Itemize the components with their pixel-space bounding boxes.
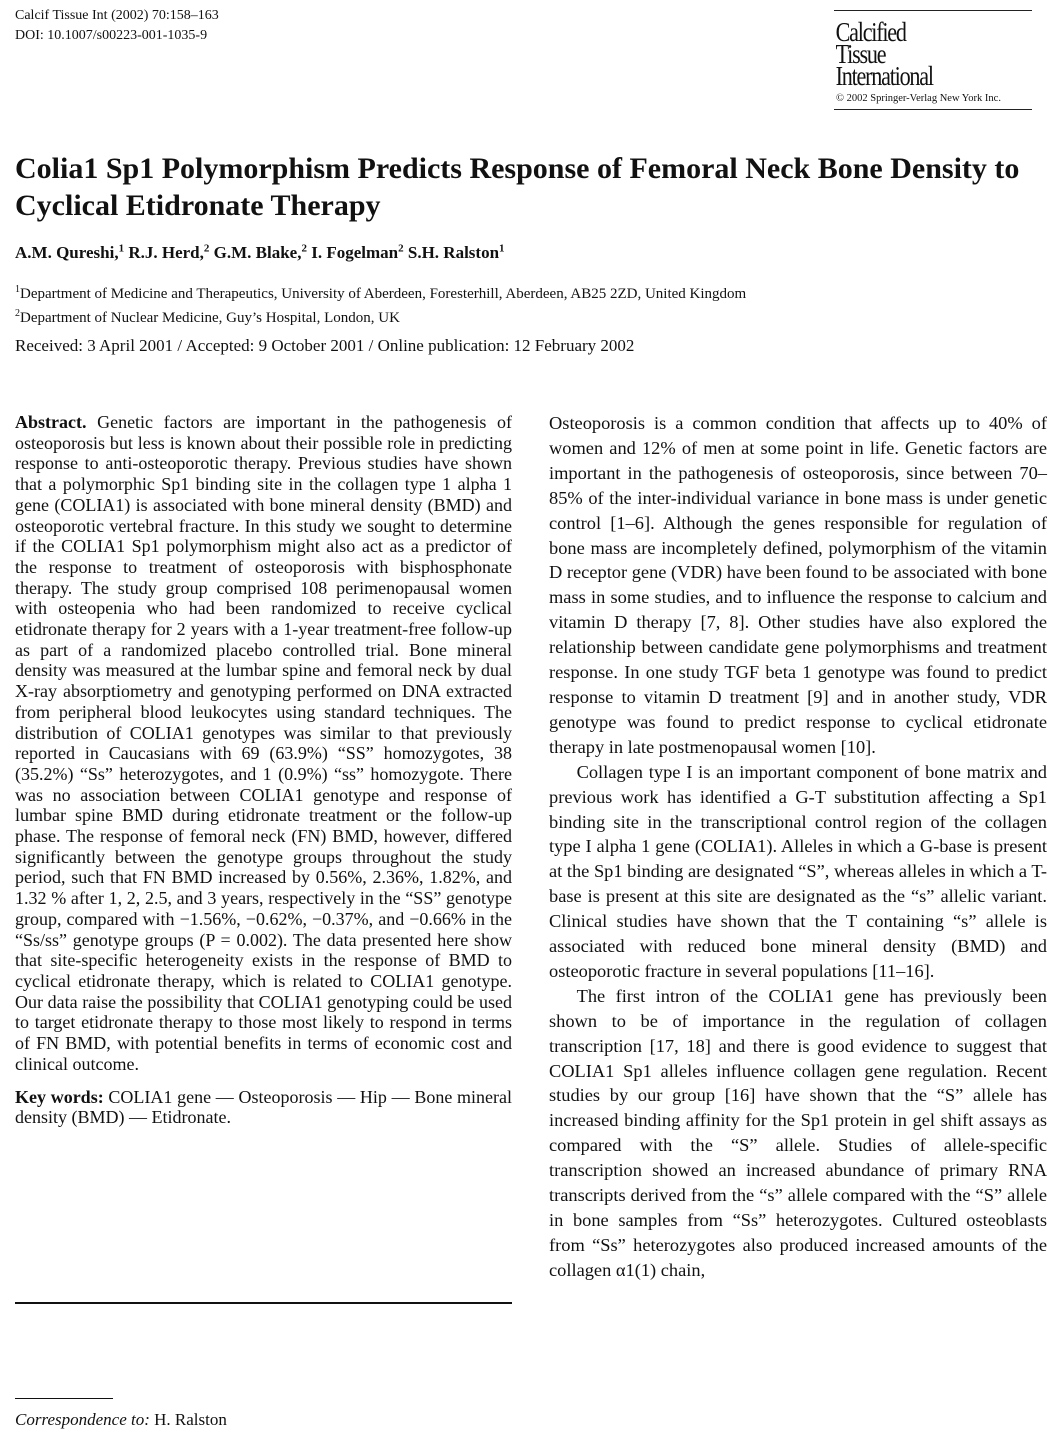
keywords-text: COLIA1 gene — Osteoporosis — Hip — Bone mineral density (BMD) — Etidronate. <box>15 1086 513 1128</box>
author: I. Fogelman$^2$ <box>311 242 404 262</box>
affiliation: $^1$Department of Medicine and Therapeutics, University of Aberdeen, Foresterhill, Aberdeen, AB25 2ZD, United Kingdom <box>15 284 747 302</box>
author: S.H. Ralston$^1$ <box>407 242 505 262</box>
author: R.J. Herd,$^2$ <box>128 242 210 262</box>
logo-copyright: © 2002 Springer-Verlag New York Inc. <box>836 93 1001 104</box>
correspondence-label: Correspondence to: <box>15 1410 150 1429</box>
body-paragraph: Osteoporosis is a common condition that affects up to 40% of women and 12% of men at some point in life. Genetic factors are important in the pathogenesis of osteoporosis, since between 70–85% of the inter-individual variance in bone mass is under genetic control [1–6]. Although the genes responsible for regulation of bone mass are incompletely defined, polymorphism of the vitamin D receptor gene (VDR) have been found to be associated with bone mass in some studies, and to influence the response to calcium and vitamin D therapy [7, 8]. Other studies have also explored the relationship between candidate gene polymorphisms and treatment response. In one study TGF beta 1 genotype was found to predict response to vitamin D treatment [9] and in another study, VDR genotype was found to predict response to cyclical etidronate therapy in late postmenopausal women [10]. <box>549 413 1047 757</box>
journal-citation-block <box>15 6 219 46</box>
logo-top-rule <box>834 10 1032 11</box>
logo-word-international: International <box>835 61 933 91</box>
keywords <box>15 1087 512 1128</box>
logo-word-tissue: Tissue <box>835 39 886 69</box>
author: G.M. Blake,$^2$ <box>213 242 307 262</box>
abstract-divider <box>15 1302 512 1304</box>
publication-dates: Received: 3 April 2001 / Accepted: 9 October 2001 / Online publication: 12 February 2002 <box>15 336 635 355</box>
citation-line: Calcif Tissue Int (2002) 70:158–163 <box>15 8 219 23</box>
correspondence-name: H. Ralston <box>154 1410 227 1429</box>
article-title: Colia1 Sp1 Polymorphism Predicts Response of Femoral Neck Bone Density to Cyclical Etidronate Therapy <box>15 152 1020 222</box>
keywords-label: Key words: <box>15 1086 104 1107</box>
abstract-text: Genetic factors are important in the pathogenesis of osteoporosis but less is known about their possible role in predicting response to anti-osteoporotic therapy. Previous studies have shown that a polymorphic Sp1 binding site in the collagen type 1 alpha 1 gene (COLIA1) is associated with bone mineral density (BMD) and osteoporotic vertebral fracture. In this study we sought to determine if the COLIA1 Sp1 polymorphism might also act as a predictor of the response to treatment of osteoporosis with bisphosphonate therapy. The study group comprised 108 perimenopausal women with osteopenia who had been randomized to receive cyclical etidronate therapy for 2 years with a 1-year treatment-free follow-up as part of a randomized placebo controlled trial. Bone mineral density was measured at the lumbar spine and femoral neck by dual X-ray absorptiometry and genotyping performed on DNA extracted from peripheral blood leukocytes using standard techniques. The distribution of COLIA1 genotypes was similar to that previously reported in Caucasians with 69 (63.9%) “SS” homozygotes, 38 (35.2%) “Ss” heterozygotes, and 1 (0.9%) “ss” homozygote. There was no association between COLIA1 genotype and response of lumbar spine BMD during etidronate treatment or the follow-up phase. The response of femoral neck (FN) BMD, however, differed significantly between the genotype groups throughout the study period, such that FN BMD increased by 0.56%, 2.36%, 1.82%, and 1.32 % after 1, 2, 2.5, and 3 years, respectively in the “SS” genotype group, compared with −1.56%, −0.62%, −0.37%, and −0.66% in the “Ss/ss” genotype groups (P = 0.002). The data presented here show that site-specific heterogeneity exists in the response of BMD to cyclical etidronate therapy, which is related to COLIA1 genotype. Our data raise the possibility that COLIA1 genotyping could be used to target etidronate therapy to those most likely to respond in terms of FN BMD, with potential benefits in terms of economic cost and clinical outcome. <box>15 412 513 1074</box>
correspondence-note <box>15 1410 227 1430</box>
journal-logo <box>834 10 1032 110</box>
doi-line: DOI: 10.1007/s00223-001-1035-9 <box>15 28 208 43</box>
author: A.M. Qureshi,$^1$ <box>15 242 125 262</box>
abstract-column <box>15 412 512 1128</box>
logo-bottom-rule <box>834 109 1032 110</box>
abstract <box>15 412 512 1075</box>
body-paragraph: Collagen type I is an important component of bone matrix and previous work has identified a G-T substitution affecting a Sp1 binding site in the transcriptional control region of the collagen type I alpha 1 gene (COLIA1). Alleles in which a G-base is present at the Sp1 binding are designated “S”, whereas alleles in which a T-base is present at this site are designated as the “s” allelic variant. Clinical studies have shown that the T containing “s” allele is associated with reduced bone mineral density (BMD) and osteoporotic fracture in several populations [11–16]. <box>549 761 1047 981</box>
body-column <box>549 411 1047 1283</box>
body-paragraph: The first intron of the COLIA1 gene has previously been shown to be of importance in the regulation of collagen transcription [17, 18] and there is good evidence to suggest that COLIA1 Sp1 alleles influence collagen gene regulation. Recent studies by our group [16] have shown that the “S” allele has increased binding affinity for the Sp1 protein in gel shift assays as compared with the “S” allele. Studies of allele-specific transcription showed an increased abundance of primary RNA transcripts derived from the “s” allele compared with the “S” allele in bone samples from “Ss” heterozygotes. Cultured osteoblasts from “Ss” heterozygotes also produced increased amounts of the collagen α1(1) chain, <box>549 985 1047 1280</box>
author-list <box>15 242 505 263</box>
footnote-divider <box>15 1398 113 1399</box>
affiliation: $^2$Department of Nuclear Medicine, Guy’s Hospital, London, UK <box>15 308 400 326</box>
abstract-label: Abstract. <box>15 412 87 432</box>
logo-word-calcified: Calcified <box>835 17 906 47</box>
affiliations <box>15 280 746 328</box>
